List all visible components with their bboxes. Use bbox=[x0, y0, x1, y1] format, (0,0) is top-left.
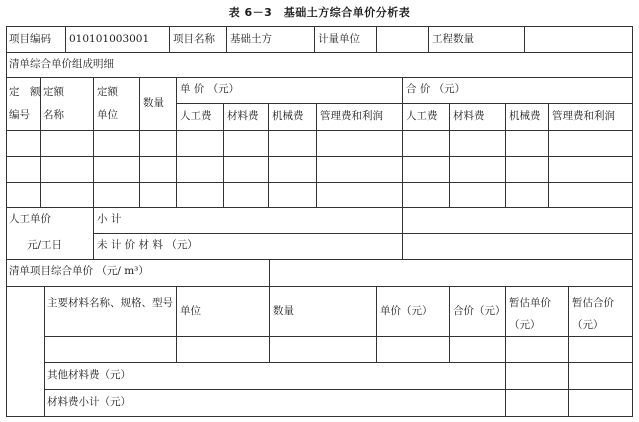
main-material-header: 主要材料名称、规格、型号 bbox=[47, 297, 173, 309]
composite-price-label: 清单项目综合单价 （元/ m³） bbox=[9, 265, 149, 277]
material-header: 材料费 bbox=[227, 110, 259, 122]
material-subtotal-label: 材料费小计（元） bbox=[47, 396, 131, 408]
labor-total-header: 人工费 bbox=[406, 110, 438, 122]
unit-price-header: 单 价 （元） bbox=[180, 83, 240, 95]
material-unit-price-header: 单价（元） bbox=[380, 305, 433, 317]
estimated-unit-price-header: 暂估单价（元） bbox=[509, 297, 551, 331]
estimated-total-header: 暂估合价（元） bbox=[572, 297, 614, 331]
unit-label: 计量单位 bbox=[318, 33, 360, 45]
quota-no-header-1: 定 额 bbox=[9, 86, 41, 98]
unpriced-material-label: 未 计 价 材 料 （元） bbox=[97, 239, 198, 251]
material-quantity-header: 数量 bbox=[273, 305, 294, 317]
machine-total-header: 机械费 bbox=[509, 110, 541, 122]
total-price-header: 合 价 （元） bbox=[406, 83, 466, 95]
other-material-label: 其他材料费（元） bbox=[47, 369, 131, 381]
machine-header: 机械费 bbox=[272, 110, 304, 122]
quantity-header: 数量 bbox=[143, 97, 164, 109]
project-code-value: 010101003001 bbox=[69, 33, 150, 45]
labor-header: 人工费 bbox=[180, 110, 212, 122]
quantity-label: 工程数量 bbox=[432, 33, 474, 45]
project-code-label: 项目编码 bbox=[9, 33, 51, 45]
labor-rate-label: 人工单价 bbox=[9, 213, 51, 225]
subtotal-label: 小 计 bbox=[97, 213, 122, 225]
mgmt-header: 管理费和利润 bbox=[320, 110, 383, 122]
composition-label: 清单综合单价组成明细 bbox=[9, 58, 114, 70]
project-name-label: 项目名称 bbox=[173, 33, 215, 45]
material-total-header: 合价（元） bbox=[453, 305, 506, 317]
quota-unit-header-1: 定额 bbox=[97, 86, 118, 98]
project-name-value: 基础土方 bbox=[230, 33, 272, 45]
mgmt-total-header: 管理费和利润 bbox=[552, 110, 615, 122]
quota-name-header-2: 名称 bbox=[43, 109, 64, 121]
table-title: 表 6－3 基础土方综合单价分析表 bbox=[228, 6, 411, 19]
quota-no-header-2: 编号 bbox=[9, 109, 30, 121]
labor-rate-unit: 元/工日 bbox=[27, 239, 63, 251]
quota-name-header-1: 定额 bbox=[43, 86, 64, 98]
material-unit-header: 单位 bbox=[180, 305, 201, 317]
material-total-header: 材料费 bbox=[453, 110, 485, 122]
quota-unit-header-2: 单位 bbox=[97, 109, 118, 121]
